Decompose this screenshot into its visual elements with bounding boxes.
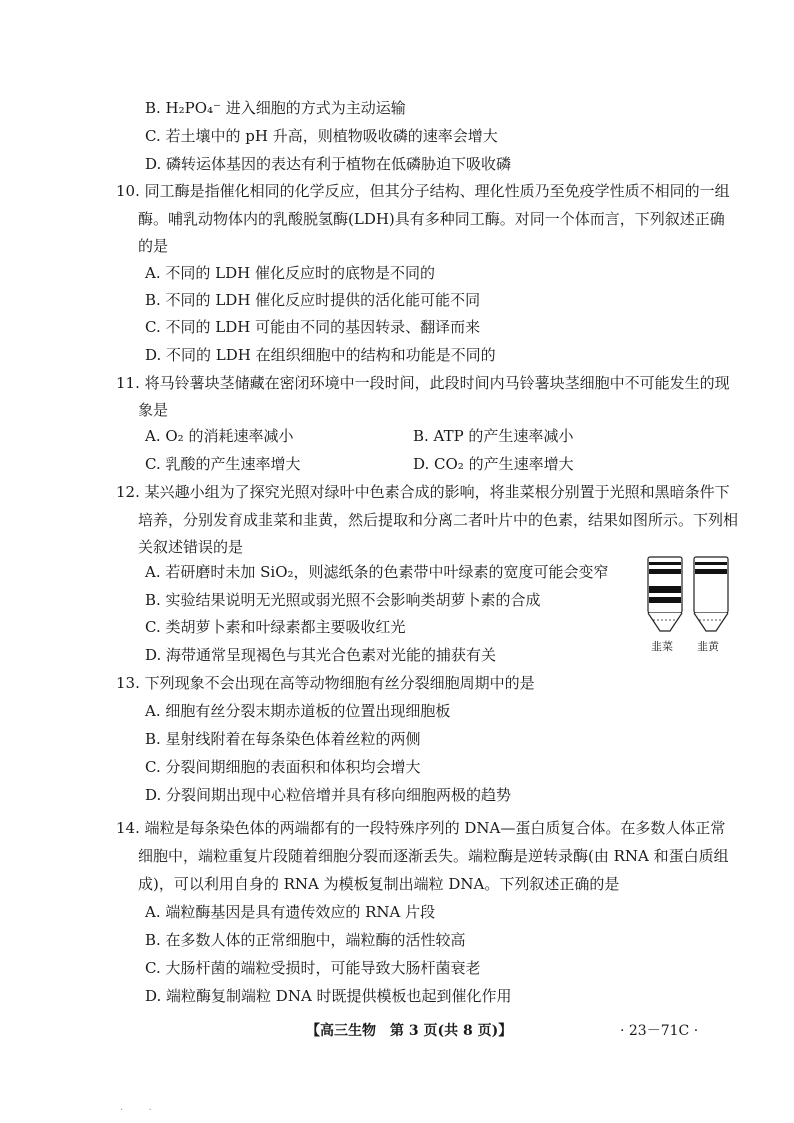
q13-option-c: C. 分裂间期细胞的表面积和体积均会增大 bbox=[145, 758, 421, 776]
q13-stem-line1: 13. 下列现象不会出现在高等动物细胞有丝分裂细胞周期中的是 bbox=[116, 674, 535, 692]
chromatography-figure bbox=[644, 556, 734, 656]
q11-stem-line1: 11. 将马铃薯块茎储藏在密闭环境中一段时间，此段时间内马铃薯块茎细胞中不可能发生的现 bbox=[116, 374, 730, 392]
q12-stem-line1: 12. 某兴趣小组为了探究光照对绿叶中色素合成的影响，将韭菜根分别置于光照和黑暗条件下 bbox=[116, 483, 730, 501]
q14-option-b: B. 在多数人体的正常细胞中，端粒酶的活性较高 bbox=[145, 931, 466, 949]
q14-option-d: D. 端粒酶复制端粒 DNA 时既提供模板也起到催化作用 bbox=[145, 987, 512, 1005]
q12-option-c: C. 类胡萝卜素和叶绿素都主要吸收红光 bbox=[145, 618, 406, 636]
q13-option-b: B. 星射线附着在每条染色体着丝粒的两侧 bbox=[145, 730, 421, 748]
page-footer-code: · 23－71C · bbox=[620, 1023, 699, 1039]
q14-stem-line1: 14. 端粒是每条染色体的两端都有的一段特殊序列的 DNA—蛋白质复合体。在多数人体正常 bbox=[116, 819, 726, 837]
q10-option-d: D. 不同的 LDH 在组织细胞中的结构和功能是不同的 bbox=[145, 346, 496, 364]
q11-option-b: B. ATP 的产生速率减小 bbox=[413, 427, 574, 445]
figure-label-leek: 韭菜 bbox=[651, 640, 673, 653]
page-footer-title: 【高三生物 第 3 页(共 8 页)】 bbox=[306, 1023, 513, 1039]
q10-stem-line1: 10. 同工酶是指催化相同的化学反应，但其分子结构、理化性质乃至免疫学性质不相同的一组 bbox=[116, 182, 730, 200]
q14-stem-line2: 细胞中，端粒重复片段随着细胞分裂而逐渐丢失。端粒酶是逆转录酶(由 RNA 和蛋白质组 bbox=[138, 847, 729, 865]
q10-stem-line2: 酶。哺乳动物体内的乳酸脱氢酶(LDH)具有多种同工酶。对同一个体而言，下列叙述正确 bbox=[138, 210, 725, 228]
figure-label-yellow-leek: 韭黄 bbox=[697, 640, 719, 653]
chromatography-strips bbox=[644, 556, 734, 636]
q10-option-a: A. 不同的 LDH 催化反应时的底物是不同的 bbox=[145, 264, 435, 282]
q10-option-c: C. 不同的 LDH 可能由不同的基因转录、翻译而来 bbox=[145, 318, 481, 336]
q12-stem-line3: 关叙述错误的是 bbox=[138, 538, 244, 556]
q9-option-b: B. H₂PO₄⁻ 进入细胞的方式为主动运输 bbox=[145, 99, 406, 117]
q13-option-a: A. 细胞有丝分裂末期赤道板的位置出现细胞板 bbox=[145, 702, 451, 720]
strip-yellow-leek bbox=[694, 557, 728, 631]
q12-option-b: B. 实验结果说明无光照或弱光照不会影响类胡萝卜素的合成 bbox=[145, 591, 541, 609]
q14-option-a: A. 端粒酶基因是具有遗传效应的 RNA 片段 bbox=[145, 903, 436, 921]
q11-option-d: D. CO₂ 的产生速率增大 bbox=[413, 455, 574, 473]
strip-leek bbox=[648, 557, 682, 631]
q13-option-d: D. 分裂间期出现中心粒倍增并具有移向细胞两极的趋势 bbox=[145, 786, 512, 804]
q12-option-a: A. 若研磨时未加 SiO₂，则滤纸条的色素带中叶绿素的宽度可能会变窄 bbox=[145, 563, 609, 581]
q10-stem-line3: 的是 bbox=[138, 237, 169, 255]
q12-option-d: D. 海带通常呈现褐色与其光合色素对光能的捕获有关 bbox=[145, 646, 497, 664]
q9-option-c: C. 若土壤中的 pH 升高，则植物吸收磷的速率会增大 bbox=[145, 127, 498, 145]
scan-artifact-dots: · · bbox=[120, 1105, 152, 1116]
q14-stem-line3: 成)，可以利用自身的 RNA 为模板复制出端粒 DNA。下列叙述正确的是 bbox=[138, 875, 620, 893]
q12-stem-line2: 培养，分别发育成韭菜和韭黄，然后提取和分离二者叶片中的色素，结果如图所示。下列相 bbox=[138, 511, 739, 529]
q10-option-b: B. 不同的 LDH 催化反应时提供的活化能可能不同 bbox=[145, 291, 481, 309]
q9-option-d: D. 磷转运体基因的表达有利于植物在低磷胁迫下吸收磷 bbox=[145, 155, 512, 173]
q11-option-a: A. O₂ 的消耗速率减小 bbox=[145, 427, 294, 445]
q11-option-c: C. 乳酸的产生速率增大 bbox=[145, 455, 301, 473]
q11-stem-line2: 象是 bbox=[138, 401, 169, 419]
q14-option-c: C. 大肠杆菌的端粒受损时，可能导致大肠杆菌衰老 bbox=[145, 959, 481, 977]
